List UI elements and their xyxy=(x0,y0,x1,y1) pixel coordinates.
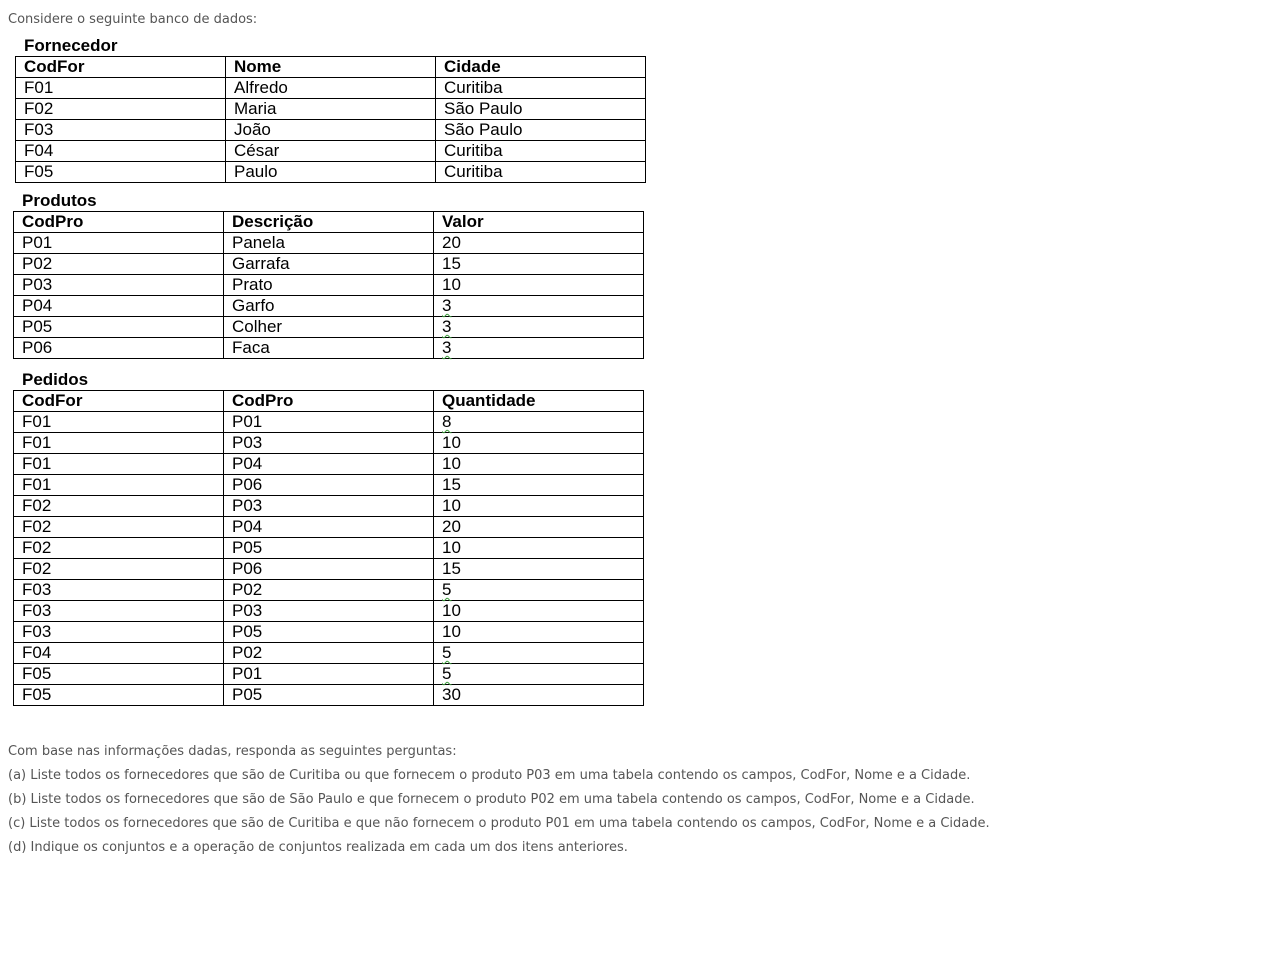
table-cell xyxy=(14,601,224,622)
table-row xyxy=(14,601,644,622)
table-cell xyxy=(434,664,644,685)
table-cell xyxy=(434,601,644,622)
cell-value: Maria xyxy=(234,99,277,118)
table-cell xyxy=(14,233,224,254)
cell-value: 5 xyxy=(442,580,452,599)
cell-value: São Paulo xyxy=(444,120,523,139)
column-header: Nome xyxy=(226,57,436,78)
cell-value: 10 xyxy=(442,275,461,294)
table-row xyxy=(14,296,644,317)
table-cell xyxy=(14,317,224,338)
cell-value: P02 xyxy=(232,643,263,662)
table-cell xyxy=(14,338,224,359)
cell-value: 3 xyxy=(442,296,452,315)
cell-value: P05 xyxy=(232,622,263,641)
cell-value: 15 xyxy=(442,559,461,578)
cell-value: F05 xyxy=(24,162,54,181)
table-row xyxy=(14,580,644,601)
pedidos-table-block xyxy=(13,370,644,706)
table-cell xyxy=(224,664,434,685)
table-row xyxy=(16,162,646,183)
cell-value: 10 xyxy=(442,454,461,473)
cell-value: F05 xyxy=(22,685,52,704)
table-cell xyxy=(224,317,434,338)
table-cell xyxy=(14,538,224,559)
cell-value: 20 xyxy=(442,233,461,252)
produtos-table-title: Produtos xyxy=(22,191,97,210)
questions-section xyxy=(8,740,990,860)
question-c: (c) Liste todos os fornecedores que são de Curitiba e que não fornecem o produto P01 em uma tabela contendo os campos, CodFor, Nome e a Cidade. xyxy=(8,816,990,831)
cell-value: P06 xyxy=(22,338,53,357)
table-cell xyxy=(14,559,224,580)
table-cell xyxy=(434,254,644,275)
cell-value: F01 xyxy=(22,433,52,452)
questions-intro: Com base nas informações dadas, responda as seguintes perguntas: xyxy=(8,744,457,759)
table-cell xyxy=(14,454,224,475)
table-cell xyxy=(14,412,224,433)
table-cell xyxy=(14,275,224,296)
table-cell xyxy=(224,559,434,580)
table-cell xyxy=(14,580,224,601)
table-cell xyxy=(436,162,646,183)
table-row xyxy=(14,317,644,338)
cell-value: Garfo xyxy=(232,296,275,315)
cell-value: Faca xyxy=(232,338,270,357)
table-cell xyxy=(224,643,434,664)
table-cell xyxy=(434,275,644,296)
cell-value: 30 xyxy=(442,685,461,704)
table-cell xyxy=(224,685,434,706)
cell-value: P03 xyxy=(232,433,263,452)
table-cell xyxy=(224,254,434,275)
column-header: CodPro xyxy=(14,212,224,233)
cell-value: 15 xyxy=(442,475,461,494)
table-cell xyxy=(224,517,434,538)
cell-value: 5 xyxy=(442,643,452,662)
cell-value: F03 xyxy=(22,601,52,620)
cell-value: F01 xyxy=(24,78,54,97)
table-cell xyxy=(14,517,224,538)
table-cell xyxy=(224,275,434,296)
cell-value: F01 xyxy=(22,454,52,473)
cell-value: F01 xyxy=(22,412,52,431)
cell-value: P03 xyxy=(22,275,53,294)
cell-value: F04 xyxy=(22,643,52,662)
table-cell xyxy=(224,233,434,254)
table-header-row xyxy=(14,212,644,233)
table-cell xyxy=(14,622,224,643)
table-cell xyxy=(16,120,226,141)
cell-value: 20 xyxy=(442,517,461,536)
table-cell xyxy=(16,162,226,183)
table-row xyxy=(14,685,644,706)
table-cell xyxy=(434,496,644,517)
cell-value: P01 xyxy=(232,412,263,431)
cell-value: P06 xyxy=(232,559,263,578)
table-row xyxy=(14,338,644,359)
table-cell xyxy=(434,559,644,580)
table-cell xyxy=(436,78,646,99)
question-d: (d) Indique os conjuntos e a operação de conjuntos realizada em cada um dos itens anteriores. xyxy=(8,840,628,855)
table-cell xyxy=(14,496,224,517)
cell-value: P03 xyxy=(232,601,263,620)
table-row xyxy=(14,622,644,643)
cell-value: 3 xyxy=(442,317,452,336)
table-row xyxy=(14,664,644,685)
cell-value: P04 xyxy=(232,517,263,536)
table-cell xyxy=(436,120,646,141)
cell-value: F03 xyxy=(24,120,54,139)
cell-value: Colher xyxy=(232,317,283,336)
table-cell xyxy=(224,601,434,622)
cell-value: Garrafa xyxy=(232,254,290,273)
table-cell xyxy=(16,78,226,99)
table-cell xyxy=(224,475,434,496)
table-cell xyxy=(434,412,644,433)
table-cell xyxy=(436,141,646,162)
cell-value: F04 xyxy=(24,141,54,160)
table-cell xyxy=(226,78,436,99)
table-cell xyxy=(434,580,644,601)
table-row xyxy=(14,643,644,664)
pedidos-table xyxy=(13,390,644,706)
cell-value: P01 xyxy=(232,664,263,683)
cell-value: F02 xyxy=(22,496,52,515)
cell-value: P04 xyxy=(22,296,53,315)
table-cell xyxy=(14,296,224,317)
cell-value: P01 xyxy=(22,233,53,252)
table-cell xyxy=(224,412,434,433)
table-cell xyxy=(224,433,434,454)
cell-value: 10 xyxy=(442,601,461,620)
cell-value: P05 xyxy=(232,685,263,704)
cell-value: 10 xyxy=(442,538,461,557)
table-cell xyxy=(434,317,644,338)
table-row xyxy=(14,496,644,517)
table-cell xyxy=(224,538,434,559)
cell-value: Curitiba xyxy=(444,162,503,181)
table-row xyxy=(16,78,646,99)
table-cell xyxy=(436,99,646,120)
cell-value: Curitiba xyxy=(444,78,503,97)
table-cell xyxy=(224,338,434,359)
table-cell xyxy=(14,685,224,706)
cell-value: F05 xyxy=(22,664,52,683)
cell-value: P02 xyxy=(232,580,263,599)
table-cell xyxy=(434,233,644,254)
column-header: Quantidade xyxy=(434,391,644,412)
table-cell xyxy=(16,99,226,120)
table-row xyxy=(14,538,644,559)
pedidos-table-title: Pedidos xyxy=(22,370,89,389)
table-cell xyxy=(224,622,434,643)
table-row xyxy=(14,275,644,296)
table-cell xyxy=(224,496,434,517)
cell-value: F01 xyxy=(22,475,52,494)
question-a: (a) Liste todos os fornecedores que são de Curitiba ou que fornecem o produto P03 em uma tabela contendo os campos, CodFor, Nome e a Cidade. xyxy=(8,768,971,783)
table-cell xyxy=(226,162,436,183)
fornecedor-table xyxy=(15,56,646,183)
table-cell xyxy=(434,475,644,496)
table-row xyxy=(14,412,644,433)
column-header: Valor xyxy=(434,212,644,233)
table-cell xyxy=(14,643,224,664)
cell-value: Curitiba xyxy=(444,141,503,160)
cell-value: P06 xyxy=(232,475,263,494)
table-cell xyxy=(434,338,644,359)
column-header: Descrição xyxy=(224,212,434,233)
table-cell xyxy=(224,454,434,475)
table-row xyxy=(14,517,644,538)
table-cell xyxy=(16,141,226,162)
cell-value: F02 xyxy=(22,538,52,557)
table-cell xyxy=(434,296,644,317)
table-cell xyxy=(14,475,224,496)
table-row xyxy=(14,233,644,254)
table-header-row xyxy=(14,391,644,412)
cell-value: Alfredo xyxy=(234,78,288,97)
table-cell xyxy=(14,254,224,275)
cell-value: Panela xyxy=(232,233,285,252)
table-row xyxy=(16,99,646,120)
table-cell xyxy=(434,454,644,475)
table-row xyxy=(14,475,644,496)
table-row xyxy=(14,433,644,454)
cell-value: F02 xyxy=(22,517,52,536)
cell-value: F03 xyxy=(22,580,52,599)
cell-value: P05 xyxy=(22,317,53,336)
table-cell xyxy=(434,433,644,454)
column-header: CodFor xyxy=(14,391,224,412)
table-cell xyxy=(226,99,436,120)
produtos-table xyxy=(13,211,644,359)
table-cell xyxy=(14,433,224,454)
table-row xyxy=(14,559,644,580)
cell-value: Prato xyxy=(232,275,273,294)
table-cell xyxy=(434,538,644,559)
table-cell xyxy=(224,580,434,601)
cell-value: P05 xyxy=(232,538,263,557)
column-header: CodFor xyxy=(16,57,226,78)
cell-value: 5 xyxy=(442,664,452,683)
table-row xyxy=(14,254,644,275)
cell-value: 10 xyxy=(442,622,461,641)
table-cell xyxy=(434,517,644,538)
table-header-row xyxy=(16,57,646,78)
table-cell xyxy=(226,120,436,141)
cell-value: César xyxy=(234,141,280,160)
cell-value: 15 xyxy=(442,254,461,273)
table-cell xyxy=(14,664,224,685)
cell-value: São Paulo xyxy=(444,99,523,118)
cell-value: 10 xyxy=(442,496,461,515)
cell-value: 10 xyxy=(442,433,461,452)
cell-value: Paulo xyxy=(234,162,278,181)
produtos-table-block xyxy=(13,191,644,359)
fornecedor-table-title: Fornecedor xyxy=(24,36,118,55)
cell-value: F02 xyxy=(24,99,54,118)
table-row xyxy=(14,454,644,475)
table-cell xyxy=(224,296,434,317)
table-cell xyxy=(434,685,644,706)
cell-value: P04 xyxy=(232,454,263,473)
cell-value: P03 xyxy=(232,496,263,515)
question-b: (b) Liste todos os fornecedores que são de São Paulo e que fornecem o produto P02 em uma tabela contendo os campos, CodFor, Nome e a Cidade. xyxy=(8,792,975,807)
cell-value: 8 xyxy=(442,412,452,431)
fornecedor-table-block xyxy=(15,36,646,183)
intro-text: Considere o seguinte banco de dados: xyxy=(8,12,258,27)
cell-value: F03 xyxy=(22,622,52,641)
column-header: Cidade xyxy=(436,57,646,78)
cell-value: 3 xyxy=(442,338,452,357)
cell-value: F02 xyxy=(22,559,52,578)
column-header: CodPro xyxy=(224,391,434,412)
table-row xyxy=(16,141,646,162)
table-row xyxy=(16,120,646,141)
cell-value: João xyxy=(234,120,271,139)
table-cell xyxy=(434,622,644,643)
table-cell xyxy=(434,643,644,664)
table-cell xyxy=(226,141,436,162)
cell-value: P02 xyxy=(22,254,53,273)
